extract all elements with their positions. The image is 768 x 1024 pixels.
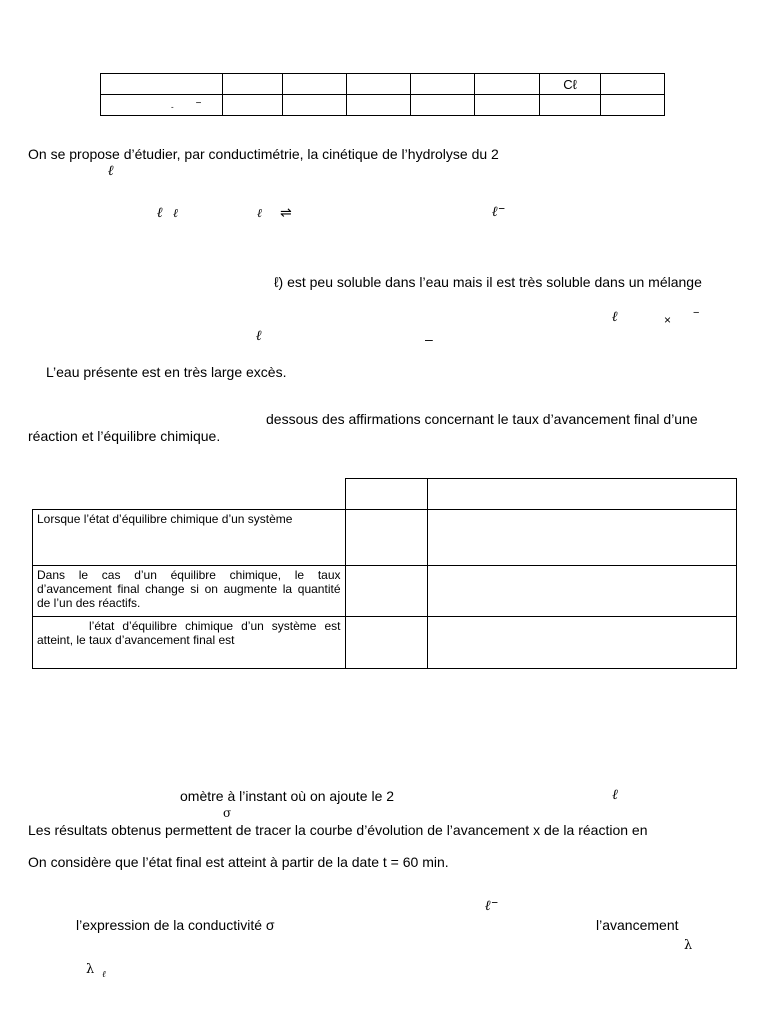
- table-cell: [347, 74, 411, 95]
- table-row: [101, 95, 665, 116]
- paragraph-affirmations-line1: dessous des affirmations concernant le taux d’avancement final d’une: [266, 411, 698, 427]
- table-header-cell: [33, 479, 346, 510]
- ell-symbol: ℓ: [612, 787, 618, 803]
- ell-symbol: ℓ: [612, 309, 618, 325]
- superscript-minus: −: [195, 98, 202, 110]
- table-cell: [223, 74, 283, 95]
- paragraph-water-excess: L’eau présente est en très large excès.: [46, 364, 287, 380]
- table-cell: [601, 95, 665, 116]
- ell-symbol: ℓ: [173, 206, 178, 220]
- lambda-symbol: λ: [684, 938, 693, 953]
- table-cell: [283, 74, 347, 95]
- chloride-ion-symbol: ℓ⁻: [485, 898, 499, 914]
- ell-symbol: ℓ: [157, 205, 163, 221]
- table-cell: Cℓ: [540, 74, 601, 95]
- ell-symbol: ℓ: [108, 163, 114, 179]
- table-row: [101, 74, 665, 95]
- affirmation-text: Lorsque l’état d’équilibre chimique d’un système: [33, 510, 346, 566]
- table-cell: [601, 74, 665, 95]
- paragraph-avancement: l’avancement: [596, 917, 679, 933]
- dash-symbol: –: [425, 331, 433, 347]
- table-cell: [347, 95, 411, 116]
- lambda-symbol: λ: [86, 962, 95, 977]
- paragraph-conductimeter: omètre à l’instant où on ajoute le 2: [180, 788, 395, 804]
- table-cell: [475, 74, 540, 95]
- table-row: [33, 566, 737, 617]
- table-cell: [540, 95, 601, 116]
- times-symbol: ×: [664, 313, 672, 327]
- paragraph-final-state: On considère que l’état final est atteint à partir de la date t = 60 min.: [28, 854, 449, 870]
- table-row: [33, 617, 737, 669]
- table-cell: [411, 95, 475, 116]
- affirmations-table: [32, 478, 737, 669]
- equilibrium-arrow: ⇌: [280, 205, 292, 221]
- top-table: [100, 73, 665, 116]
- answer-cell[interactable]: [345, 566, 427, 617]
- table-header-cell: [345, 479, 427, 510]
- justification-cell[interactable]: [427, 566, 736, 617]
- cell-text: -: [171, 102, 174, 112]
- sigma-symbol: σ: [223, 806, 232, 820]
- affirmation-text: l’état d’équilibre chimique d’un système est atteint, le taux d’avancement final est: [33, 617, 346, 669]
- paragraph-affirmations-line2: réaction et l’équilibre chimique.: [28, 428, 221, 444]
- table-cell: [475, 95, 540, 116]
- ell-symbol: ℓ: [256, 328, 262, 344]
- lambda-subscript: ℓ: [102, 970, 106, 980]
- justification-cell[interactable]: [427, 617, 736, 669]
- table-row: [33, 510, 737, 566]
- paragraph-solubility: ℓ) est peu soluble dans l’eau mais il est très soluble dans un mélange: [274, 274, 702, 290]
- table-header-cell: [427, 479, 736, 510]
- table-cell: [283, 95, 347, 116]
- affirmation-text: Dans le cas d’un équilibre chimique, le taux d’avancement final change si on augmente la quantité de l’un des réactifs.: [33, 566, 346, 617]
- table-cell: [101, 74, 223, 95]
- answer-cell[interactable]: [345, 510, 427, 566]
- chloride-ion-symbol: ℓ⁻: [492, 204, 506, 220]
- table-cell: [411, 74, 475, 95]
- paragraph-conductivity-expression: l’expression de la conductivité σ: [76, 917, 275, 933]
- table-header-row: [33, 479, 737, 510]
- table-cell: [101, 95, 223, 116]
- answer-cell[interactable]: [345, 617, 427, 669]
- paragraph-intro: On se propose d’étudier, par conductimétrie, la cinétique de l’hydrolyse du 2: [28, 146, 499, 162]
- table-cell: [223, 95, 283, 116]
- paragraph-results: Les résultats obtenus permettent de tracer la courbe d’évolution de l’avancement x de la réaction en: [28, 822, 648, 838]
- minus-superscript: −: [693, 307, 700, 319]
- ell-symbol: ℓ: [257, 206, 262, 220]
- justification-cell[interactable]: [427, 510, 736, 566]
